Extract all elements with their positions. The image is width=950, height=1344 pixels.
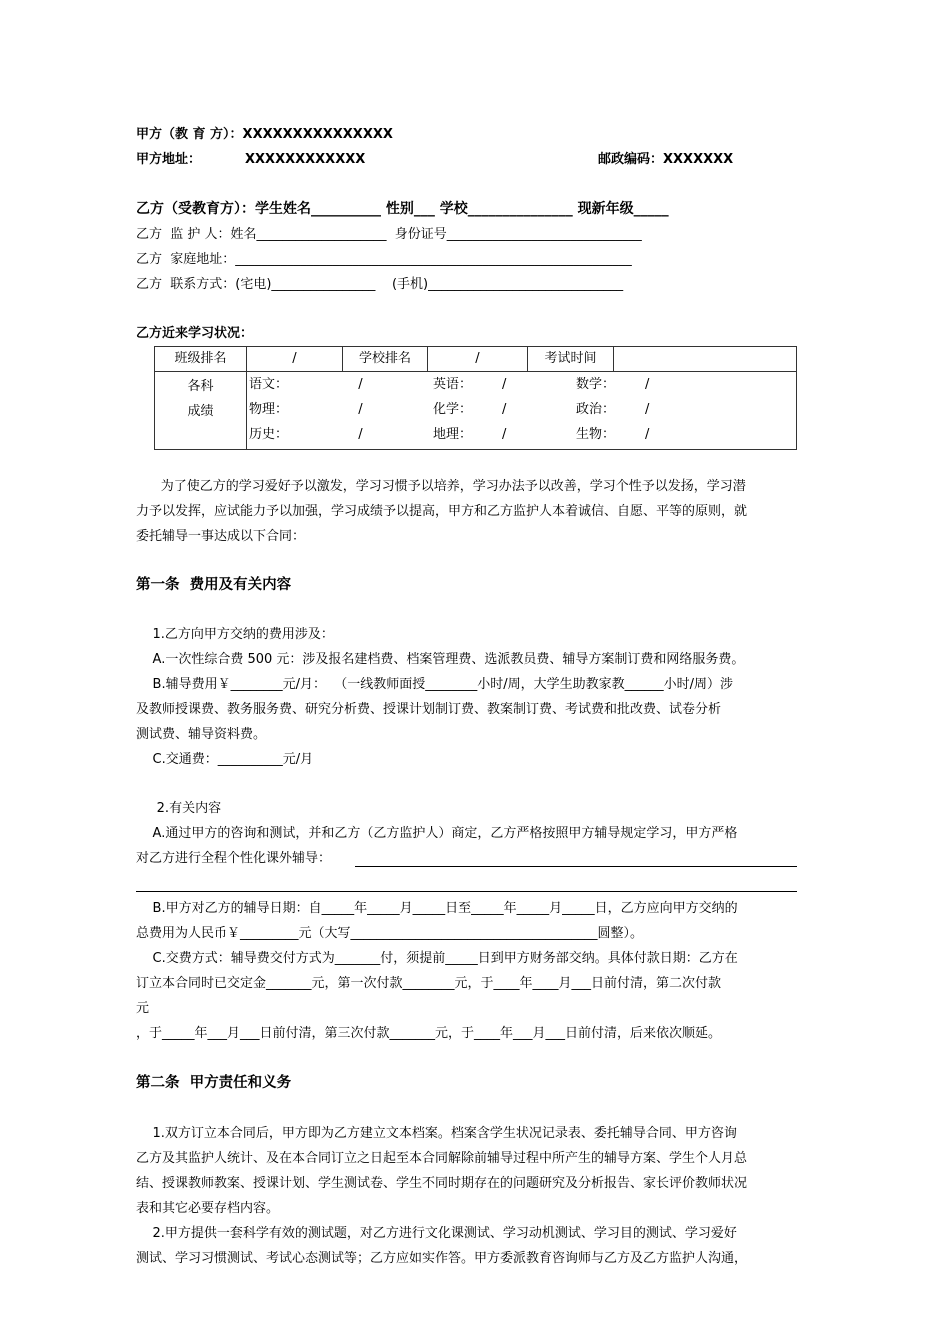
article-1-content-line: A.通过甲方的咨询和测试，并和乙方（乙方监护人）商定，乙方严格按照甲方辅导规定学习，甲方严格 bbox=[136, 826, 738, 841]
party-a-address-label: 甲方地址： bbox=[136, 152, 202, 167]
header-section bbox=[136, 122, 930, 297]
subject-name: 数学： bbox=[575, 377, 615, 392]
school-rank-value: / bbox=[428, 347, 528, 371]
study-title: 乙方近来学习状况： bbox=[136, 326, 254, 341]
subject-score: / bbox=[358, 377, 363, 392]
article-2-line: 2.甲方提供一套科学有效的测试题，对乙方进行文化课测试、学习动机测试、学习目的测试、学习爱好 bbox=[136, 1226, 737, 1241]
article-1-content-line: C.交费方式：辅导费交付方式为_______付，须提前_____日到甲方财务部交纳。具体付款日期：乙方在 bbox=[136, 951, 738, 966]
guardian-info: 乙方 监 护 人：姓名____________________ 身份证号______________________________ bbox=[136, 227, 642, 242]
subject-score: / bbox=[502, 427, 507, 442]
article-2-title-section bbox=[136, 1071, 930, 1096]
intro-line: 力予以发挥，应试能力予以加强，学习成绩予以提高，甲方和乙方监护人本着诚信、自愿、平等的原则，就 bbox=[136, 504, 748, 519]
study-title-section bbox=[136, 321, 930, 346]
article-1-content-line: 订立本合同时已交定金_______元，第一次付款________元，于____年____月___日前付清，第二次付款 bbox=[136, 976, 722, 991]
scores-label bbox=[155, 372, 247, 449]
subject-score: / bbox=[358, 427, 363, 442]
article-1-content-line: 元 bbox=[136, 1001, 150, 1016]
intro-section bbox=[136, 474, 930, 549]
subject-score: / bbox=[645, 427, 650, 442]
party-a-address: XXXXXXXXXXXX bbox=[245, 152, 366, 167]
study-table bbox=[154, 346, 797, 450]
article-1-content-line bbox=[136, 871, 930, 896]
spacer bbox=[136, 172, 930, 197]
article-1-line: 及教师授课费、教务服务费、研究分析费、授课计划制订费、教案制订费、考试费和批改费、试卷分析 bbox=[136, 702, 722, 717]
article-2-line: 测试、学习习惯测试、考试心态测试等；乙方应如实作答。甲方委派教育咨询师与乙方及乙方监护人沟通， bbox=[136, 1251, 748, 1266]
article-1-line: A.一次性综合费 500 元：涉及报名建档费、档案管理费、选派教员费、辅导方案制订费和网络服务费。 bbox=[136, 652, 745, 667]
subject-name: 英语： bbox=[432, 377, 472, 392]
article-1-content-line: 对乙方进行全程个性化课外辅导： bbox=[136, 851, 332, 866]
subject-name: 物理： bbox=[249, 402, 289, 417]
article-1-content-line: 总费用为人民币￥_________元（大写______________________________________圆整）。 bbox=[136, 926, 644, 941]
article-2-content bbox=[136, 1121, 930, 1271]
article-1-title-section bbox=[136, 573, 930, 598]
article-1-line: B.辅导费用￥________元/月： （一线教师面授________小时/周，大学生助教家教______小时/周）涉 bbox=[136, 677, 733, 692]
article-1-line: 测试费、辅导资料费。 bbox=[136, 727, 267, 742]
party-b-info: 乙方（受教育方）：学生姓名__________ 性别___ 学校_______________ 现新年级_____ bbox=[136, 201, 669, 217]
article-1-fees bbox=[136, 622, 930, 772]
subject-name: 语文： bbox=[249, 377, 289, 392]
subject-name: 历史： bbox=[249, 427, 289, 442]
exam-time-label: 考试时间 bbox=[528, 347, 614, 371]
subject-score: / bbox=[645, 377, 650, 392]
article-2-line: 乙方及其监护人统计、及在本合同订立之日起至本合同解除前辅导过程中所产生的辅导方案、学生个人月总 bbox=[136, 1151, 748, 1166]
home-address: 乙方 家庭地址：_____________________________________________________________ bbox=[136, 252, 632, 267]
subject-score: / bbox=[502, 402, 507, 417]
school-rank-label: 学校排名 bbox=[343, 347, 428, 371]
subject-score: / bbox=[502, 377, 507, 392]
subject-score: / bbox=[645, 402, 650, 417]
subject-name: 化学： bbox=[432, 402, 472, 417]
subject-score: / bbox=[358, 402, 363, 417]
class-rank-value: / bbox=[247, 347, 343, 371]
underline-blank bbox=[136, 891, 797, 892]
rank-row bbox=[155, 347, 796, 372]
article-1-content-line: ，于_____年___月___日前付清，第三次付款_______元，于____年___月___日前付清，后来依次顺延。 bbox=[136, 1026, 722, 1041]
postcode: 邮政编码：XXXXXXX bbox=[598, 152, 734, 167]
article-2-title: 第二条 甲方责任和义务 bbox=[136, 1075, 292, 1091]
article-2-line: 表和其它必要存档内容。 bbox=[136, 1201, 280, 1216]
scores-row bbox=[155, 372, 796, 449]
article-1-line: 1.乙方向甲方交纳的费用涉及： bbox=[136, 627, 334, 642]
underline-blank bbox=[355, 866, 797, 867]
subject-name: 生物： bbox=[575, 427, 615, 442]
article-2-line: 结、授课教师教案、授课计划、学生测试卷、学生不同时期存在的问题研究及分析报告、家长评价教师状况 bbox=[136, 1176, 748, 1191]
subject-name: 政治： bbox=[575, 402, 615, 417]
intro-line: 为了使乙方的学习爱好予以激发，学习习惯予以培养，学习办法予以改善，学习个性予以发扬，学习潜 bbox=[136, 479, 746, 494]
article-1-line: C.交通费：__________元/月 bbox=[136, 752, 314, 767]
article-1-content-line: B.甲方对乙方的辅导日期：自_____年_____月_____日至_____年_____月_____日，乙方应向甲方交纳的 bbox=[136, 901, 738, 916]
article-1-content bbox=[136, 796, 930, 1046]
article-1-title: 第一条 费用及有关内容 bbox=[136, 577, 292, 593]
contact-info: 乙方 联系方式：(宅电)________________ (手机)______________________________ bbox=[136, 277, 624, 292]
article-1-content-line: 2.有关内容 bbox=[136, 801, 222, 816]
intro-line: 委托辅导一事达成以下合同： bbox=[136, 529, 306, 544]
subject-scores bbox=[247, 372, 796, 449]
scores-label-2: 成绩 bbox=[187, 404, 214, 419]
scores-label-1: 各科 bbox=[187, 379, 214, 394]
subject-name: 地理： bbox=[432, 427, 472, 442]
class-rank-label: 班级排名 bbox=[155, 347, 247, 371]
article-2-line: 1.双方订立本合同后，甲方即为乙方建立文本档案。档案含学生状况记录表、委托辅导合同、甲方咨询 bbox=[136, 1126, 737, 1141]
party-a-address-row bbox=[136, 147, 930, 172]
exam-time-value bbox=[614, 347, 796, 371]
party-a-name: 甲方（教 育 方）：XXXXXXXXXXXXXXX bbox=[136, 127, 393, 142]
